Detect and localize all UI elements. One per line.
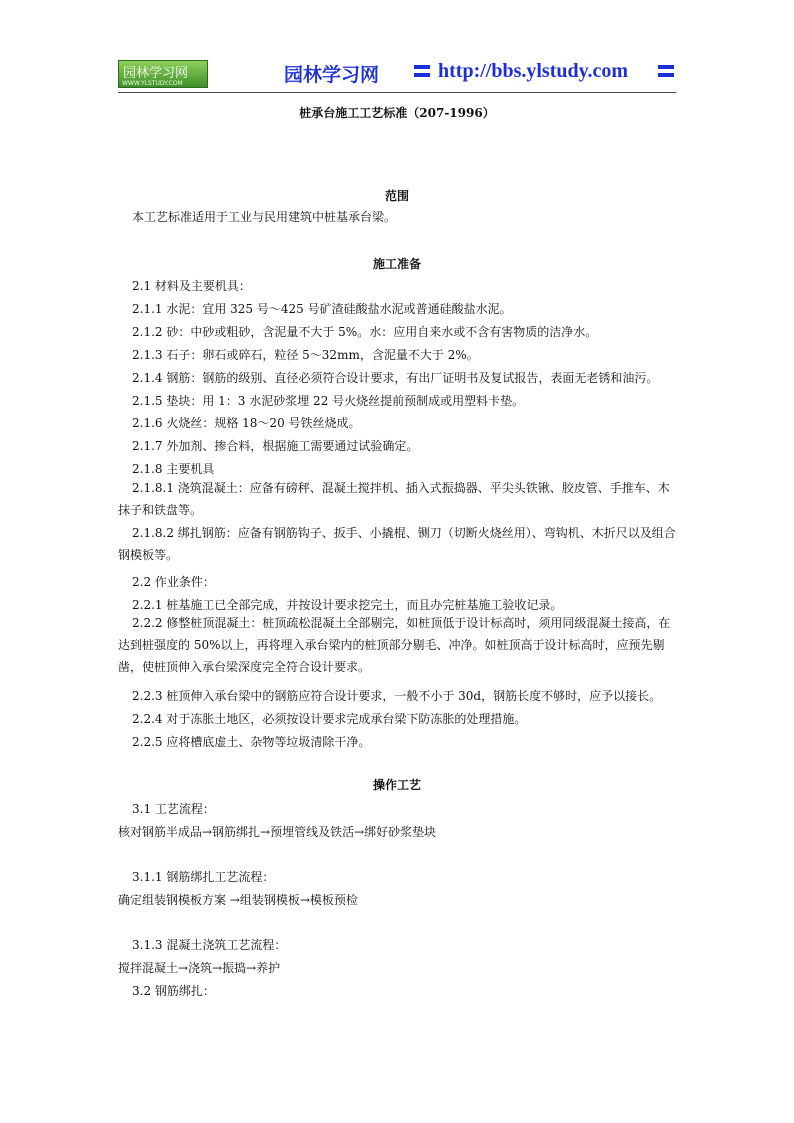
clause-2-1-8-2: 2.1.8.2 绑扎钢筋：应备有钢筋钩子、扳手、小撬棍、铡刀（切断火烧丝用）、弯钩机、木折尺以及组合钢模板等。	[118, 526, 676, 562]
equals-icon	[658, 65, 674, 77]
clause-3-2: 3.2 钢筋绑扎：	[132, 984, 215, 998]
clause-2-1-6: 2.1.6 火烧丝：规格 18～20 号铁丝烧成。	[132, 416, 361, 430]
clause-3-1: 3.1 工艺流程：	[132, 802, 215, 816]
clause-2-1: 2.1 材料及主要机具：	[132, 279, 251, 293]
clause-2-1-2: 2.1.2 砂：中砂或粗砂，含泥量不大于 5%。水：应用自来水或不含有害物质的洁净水。	[132, 325, 598, 339]
clause-2-2-1: 2.2.1 桩基施工已全部完成，并按设计要求挖完土，而且办完桩基施工验收记录。	[132, 598, 563, 612]
clause-2-1-4: 2.1.4 钢筋：钢筋的级别、直径必须符合设计要求，有出厂证明书及复试报告，表面无老锈和油污。	[132, 371, 659, 385]
clause-3-1-1: 3.1.1 钢筋绑扎工艺流程：	[132, 870, 275, 884]
site-url-wrap	[438, 60, 628, 83]
site-name: 园林学习网	[284, 64, 380, 86]
flow-1: 核对钢筋半成品→钢筋绑扎→预埋管线及铁活→绑好砂浆垫块	[118, 825, 437, 839]
clause-2-2-4: 2.2.4 对于冻胀土地区，必须按设计要求完成承台梁下防冻胀的处理措施。	[132, 712, 527, 726]
clause-2-2-2: 2.2.2 修整桩顶混凝土：桩顶疏松混凝土全部剔完，如桩顶低于设计标高时，须用同级混凝土接高，在达到桩强度的 50%以上，再将埋入承台梁内的桩顶部分剔毛、冲净。如桩顶高于设计标高时，应预先剔凿，使桩顶伸入承台梁深度完全符合设计要求。	[118, 616, 671, 674]
clause-2-1-7: 2.1.7 外加剂、掺合料，根据施工需要通过试验确定。	[132, 439, 419, 453]
site-banner	[284, 60, 379, 87]
flow-2: 确定组装钢模板方案 →组装钢模板→模板预检	[118, 893, 358, 907]
equals-icon	[414, 65, 430, 77]
clause-2-1-8: 2.1.8 主要机具	[132, 462, 215, 476]
page-header	[118, 58, 676, 93]
clause-2-1-8-1: 2.1.8.1 浇筑混凝土：应备有磅秤、混凝土搅拌机、插入式振捣器、平尖头铁锹、胶皮管、手推车、木抹子和铁盘等。	[118, 481, 670, 517]
clause-2-2-5: 2.2.5 应将槽底虚土、杂物等垃圾清除干净。	[132, 735, 371, 749]
section-heading-prep: 施工准备	[372, 257, 421, 271]
site-logo[interactable]	[118, 60, 208, 88]
logo-text: 园林学习网	[123, 66, 189, 81]
scope-text: 本工艺标准适用于工业与民用建筑中桩基承台梁。	[132, 210, 397, 224]
clause-2-1-5: 2.1.5 垫块：用 1：3 水泥砂浆埋 22 号火烧丝提前预制成或用塑料卡垫。	[132, 394, 525, 408]
flow-3: 搅拌混凝土→浇筑→振捣→养护	[118, 961, 281, 975]
clause-2-1-1: 2.1.1 水泥：宜用 325 号～425 号矿渣硅酸盐水泥或普通硅酸盐水泥。	[132, 302, 512, 316]
clause-2-2: 2.2 作业条件：	[132, 575, 215, 589]
logo-domain: WWW.YLSTUDY.COM	[122, 80, 183, 87]
clause-2-1-3: 2.1.3 石子：卵石或碎石，粒径 5～32mm，含泥量不大于 2%。	[132, 348, 479, 362]
site-url[interactable]: http://bbs.ylstudy.com	[438, 60, 629, 82]
document-title: 桩承台施工工艺标准（207-1996）	[299, 106, 495, 120]
section-heading-scope: 范围	[384, 189, 409, 203]
section-heading-ops: 操作工艺	[372, 778, 421, 792]
clause-3-1-3: 3.1.3 混凝土浇筑工艺流程：	[132, 938, 287, 952]
clause-2-2-3: 2.2.3 桩顶伸入承台梁中的钢筋应符合设计要求，一般不小于 30d，钢筋长度不够时，应予以接长。	[132, 689, 662, 703]
